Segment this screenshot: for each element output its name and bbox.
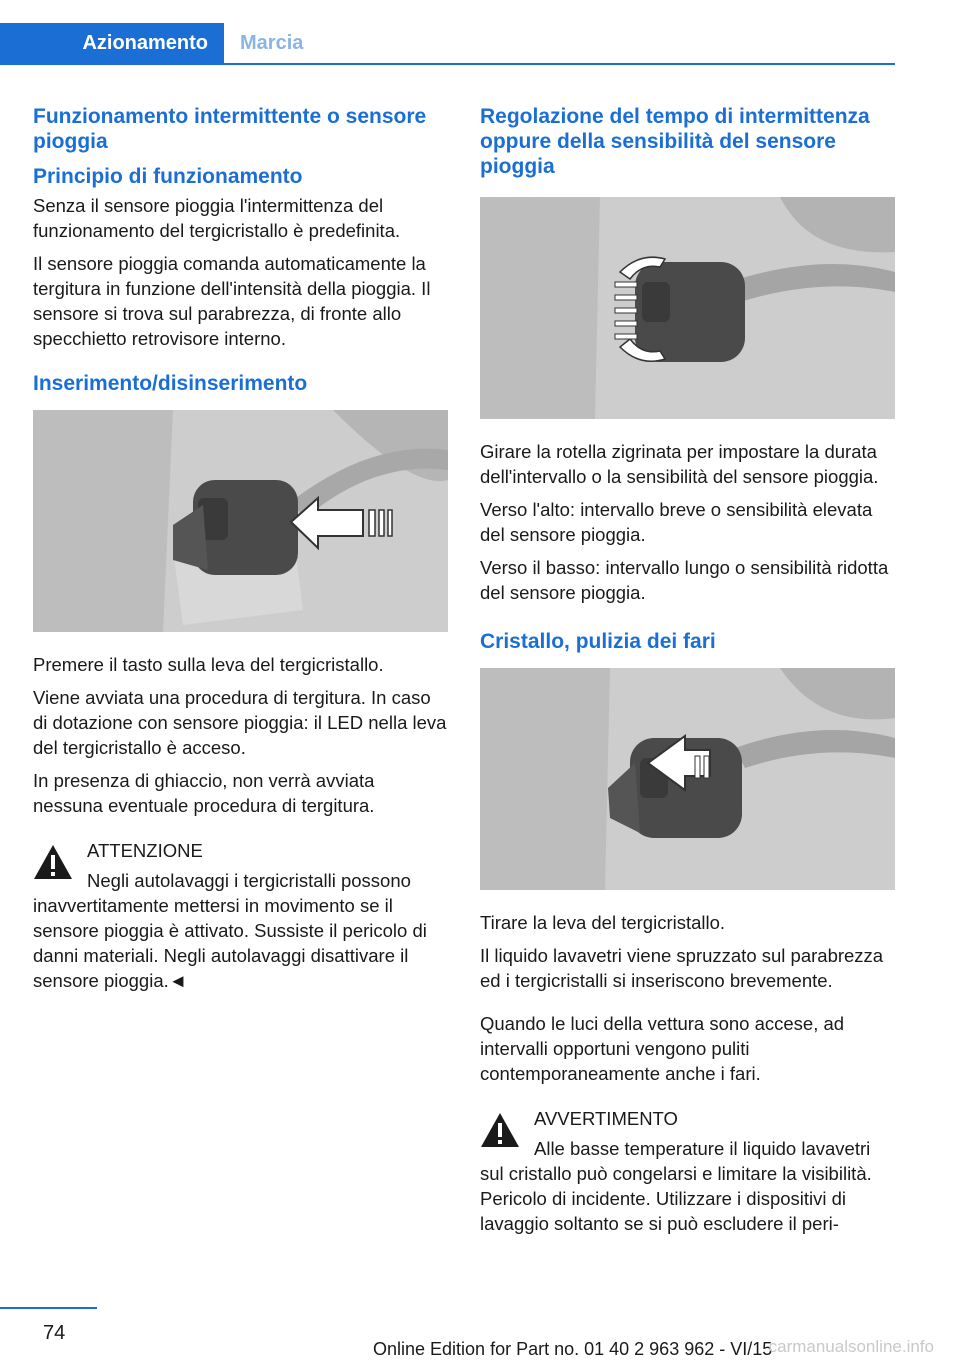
page-number: 74 <box>43 1322 66 1344</box>
footer-rule <box>0 1307 97 1309</box>
header-tabs <box>0 23 895 65</box>
paragraph: Quando le luci della vettura sono accese, ad intervalli opportuni vengono puliti contemporaneamente anche i fari. <box>480 1013 845 1084</box>
warning-box <box>33 838 448 993</box>
warning-icon <box>480 1112 520 1148</box>
warning-body: Negli autolavaggi i tergicristalli possono inavvertitamente mettersi in movimento se il sensore pioggia è attivato. Sussiste il pericolo di danni materiali. Negli autolavaggi disattivare il sensore pioggia.◄ <box>33 870 427 991</box>
watermark: carmanualsonline.info <box>768 1337 934 1356</box>
tab-azionamento[interactable]: Azionamento <box>0 23 224 63</box>
subheading-switch: Inserimento/disinserimento <box>33 372 308 395</box>
section-heading: Regolazione del tempo di intermittenza oppure della sensibilità del sensore pioggia <box>480 105 870 178</box>
figure-thumbwheel <box>480 197 895 419</box>
warning-title: ATTENZIONE <box>87 840 203 861</box>
paragraph: Tirare la leva del tergicristallo. <box>480 912 726 933</box>
tab-marcia[interactable]: Marcia <box>240 32 304 54</box>
warning-icon <box>33 844 73 880</box>
left-column <box>33 104 448 993</box>
paragraph: Verso il basso: intervallo lungo o sensibilità ridotta del sensore pioggia. <box>480 557 889 603</box>
paragraph: In presenza di ghiaccio, non verrà avviata nessuna eventuale procedura di tergitura. <box>33 770 375 816</box>
paragraph: Il sensore pioggia comanda automaticamente la tergitura in funzione dell'intensità della pioggia. Il sensore si trova sul parabrezza, di fronte allo specchietto retrovisore interno. <box>33 253 431 349</box>
subheading-principle: Principio di funzionamento <box>33 165 303 188</box>
paragraph: Viene avviata una procedura di tergitura. In caso di dotazione con sensore pioggia: il LED nella leva del tergicristallo è acceso. <box>33 687 447 758</box>
right-column <box>480 104 895 1236</box>
paragraph: Premere il tasto sulla leva del tergicristallo. <box>33 654 384 675</box>
figure-wiper-lever-pull <box>480 668 895 890</box>
warning-box <box>480 1106 895 1236</box>
warning-body: Alle basse temperature il liquido lavavetri sul cristallo può congelarsi e limitare la visibilità. Pericolo di incidente. Utilizzare i dispositivi di lavaggio soltanto se si può escludere il peri- <box>480 1138 872 1234</box>
edition-text: Online Edition for Part no. 01 40 2 963 962 - VI/15 <box>373 1339 773 1359</box>
section-heading-2: Cristallo, pulizia dei fari <box>480 630 716 653</box>
paragraph: Senza il sensore pioggia l'intermittenza del funzionamento del tergicristallo è predefinita. <box>33 195 401 241</box>
paragraph: Il liquido lavavetri viene spruzzato sul parabrezza ed i tergicristalli si inseriscono brevemente. <box>480 945 884 991</box>
warning-title: AVVERTIMENTO <box>534 1108 678 1129</box>
paragraph: Verso l'alto: intervallo breve o sensibilità elevata del sensore pioggia. <box>480 499 873 545</box>
section-heading: Funzionamento intermittente o sensore pioggia <box>33 105 427 153</box>
paragraph: Girare la rotella zigrinata per impostare la durata dell'intervallo o la sensibilità del sensore pioggia. <box>480 441 879 487</box>
figure-wiper-lever-press <box>33 410 448 632</box>
